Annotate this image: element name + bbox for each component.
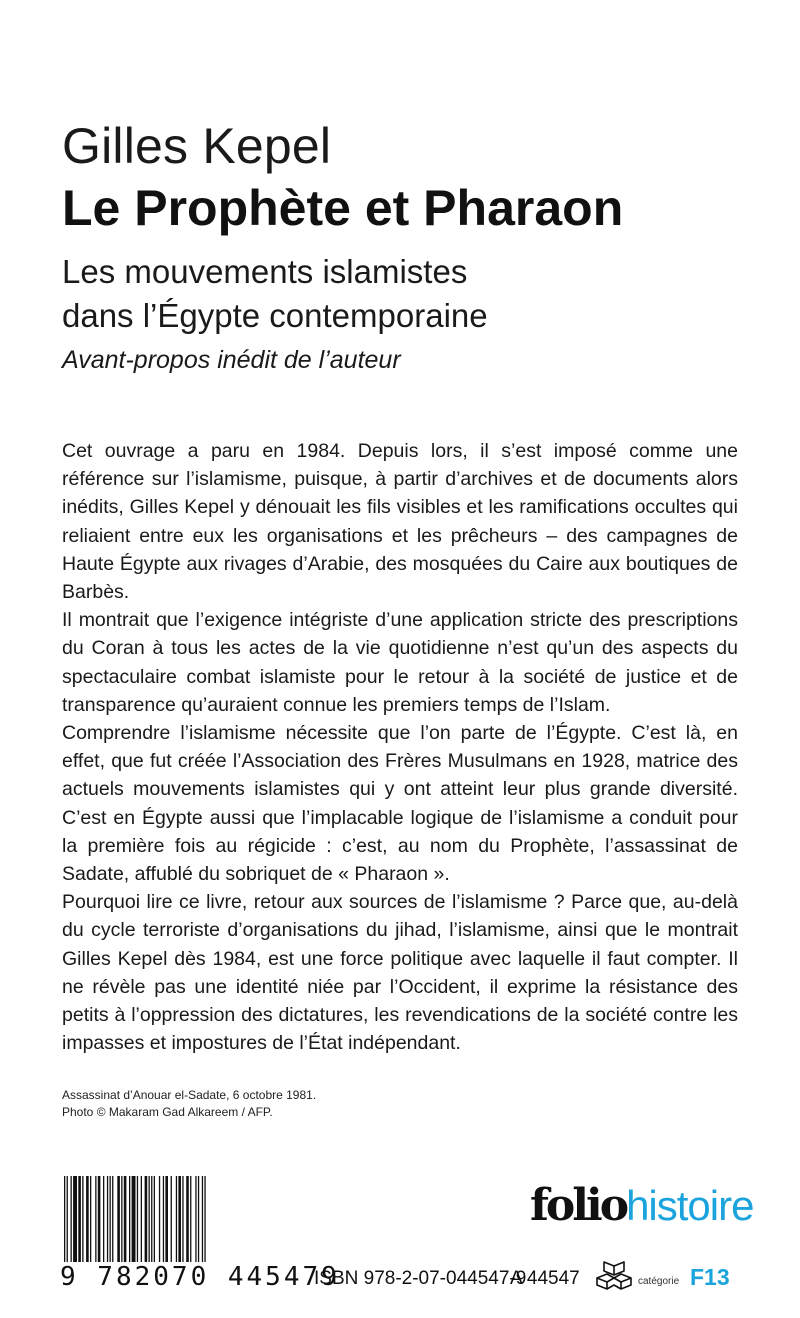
books-icon [594, 1258, 634, 1294]
categorie-label: catégorie [638, 1276, 680, 1287]
barcode-digits: 9 782070 445479 [60, 1262, 340, 1292]
blurb-paragraph: Comprendre l’islamisme nécessite que l’on parte de l’Égypte. C’est là, en effet, que fut créée l’Association des Frères Musulmans en 1928, matrice des actuels mouvements islamistes qui y ont atteint leur plus grande diversité. C’est en Égypte aussi que l’implacable logique de l’islamisme a conduit pour la première fois au régicide : c’est, au nom du Prophète, l’assassinat de Sadate, affublé du sobriquet de « Pharaon ». [62, 722, 738, 886]
logo-histoire: histoire [626, 1182, 754, 1229]
caption-line: Assassinat d’Anouar el-Sadate, 6 octobre 1981. [62, 1088, 317, 1102]
photo-caption [62, 1087, 316, 1121]
book-title: Le Prophète et Pharaon [62, 180, 624, 236]
price-code: A 44547 [510, 1268, 580, 1289]
foreword-note: Avant-propos inédit de l’auteur [62, 346, 401, 374]
categorie-code: F13 [690, 1264, 730, 1290]
blurb [62, 437, 738, 1057]
blurb-paragraph: Cet ouvrage a paru en 1984. Depuis lors, il s’est imposé comme une référence sur l’islamisme, puisque, à partir d’archives et de documents alors inédits, Gilles Kepel y dénouait les fils visibles et les ramifications occultes qui reliaient entre eux les organisations et les prêcheurs – des campagnes de Haute Égypte aux rivages d’Arabie, des mosquées du Caire aux boutiques de Barbès. [62, 440, 738, 604]
isbn: ISBN 978-2-07-044547-9 [314, 1268, 527, 1289]
subtitle-line: Les mouvements islamistes [62, 253, 468, 290]
author-name: Gilles Kepel [62, 118, 332, 174]
subtitle-line: dans l’Égypte contemporaine [62, 297, 488, 334]
logo-folio: folio [530, 1180, 627, 1231]
folio-histoire-logo [530, 1180, 753, 1231]
blurb-paragraph: Il montrait que l’exigence intégriste d’une application stricte des prescriptions du Coran à tous les actes de la vie quotidienne n’est qu’un des aspects du spectaculaire combat islamiste pour le retour à la société de justice et de transparence qu’auraient connue les premiers temps de l’Islam. [62, 609, 738, 716]
blurb-paragraph: Pourquoi lire ce livre, retour aux sources de l’islamisme ? Parce que, au-delà du cycle terroriste d’organisations du jihad, l’islamisme, ainsi que le montrait Gilles Kepel dès 1984, est une force politique avec laquelle il faut compter. Il ne révèle pas une identité niée par l’Occident, il exprime la résistance des petits à l’oppression des dictatures, les revendications de la société contre les impasses et impostures de l’État indépendant. [62, 891, 738, 1055]
caption-line: Photo © Makaram Gad Alkareem / AFP. [62, 1105, 273, 1119]
book-subtitle [62, 250, 762, 338]
